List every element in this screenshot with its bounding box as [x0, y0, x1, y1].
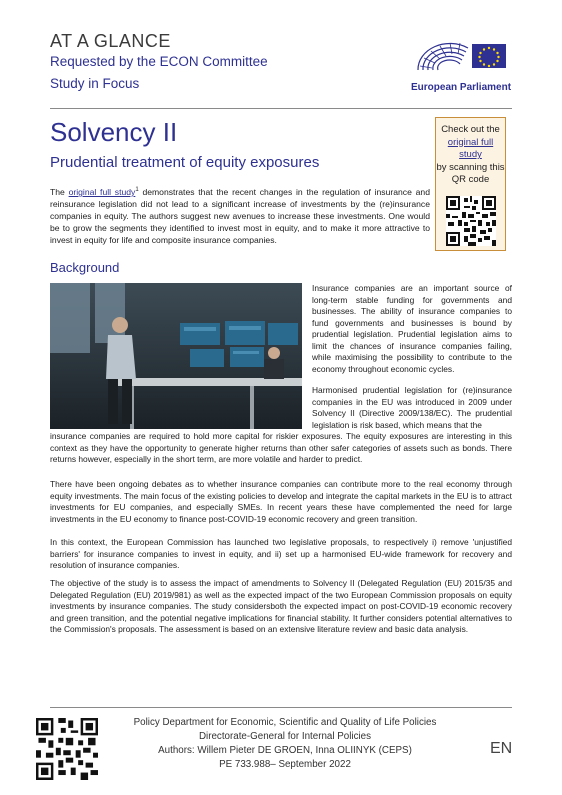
footer-department: Policy Department for Economic, Scientific and Quality of Life Policies: [133, 717, 437, 728]
footer-directorate: Directorate-General for Internal Policies: [198, 731, 372, 742]
intro-paragraph: The original full study$^1$ demonstrates that the recent changes in the regulation of insurance and reinsurance legislation did not lead to a significant increase of investments by the (re)insurance companies in equity. The authors suggest new avenues to increase these investments. One would be to grow the segments they identified to invest most in equity, and to make it more attractive to invest in equity for life and composite insurance companies.: [50, 186, 430, 245]
footnote-marker: 1: [135, 187, 139, 193]
background-paragraph-2b: insurance companies are required to hold more capital for riskier exposures. The equity exposures are interesting in this context as they have the opportunity to generate higher returns than other safer categories of assets such as bonds. There returns however, especially in the short term, are more volatile and harder to predict.: [50, 431, 512, 464]
callout-post: by scanning this QR code: [436, 161, 505, 185]
study-link[interactable]: original full study: [68, 186, 136, 197]
footer-divider: [50, 707, 512, 708]
section-heading-background: Background: [50, 260, 120, 275]
footer-authors: Authors: Willem Pieter DE GROEN, Inna OLIINYK (CEPS): [158, 745, 412, 756]
background-paragraph-2a: Harmonised prudential legislation for (re)insurance companies in the EU was introduced in 2009 under Solvency II (Directive 2009/138/EC). The prudential legislation is risk based, which means that the: [312, 385, 512, 430]
background-paragraph-5: The objective of the study is to assess the impact of amendments to Solvency II (Delegated Regulation (EU) 2015/35 and Delegated Regulation (EU) 2019/981) as well as the expected impact of the two European Commission proposals on equity investments by insurance companies. The study considersboth the expected impact on post-COVID-19 economic recovery and green transition, and the potential negative implications for financial stability. It further considers potential alternatives to the Commission's proposals. The assessment is based on an extensive literature review and basic data analysis.: [50, 578, 512, 634]
footer-reference: PE 733.988– September 2022: [219, 759, 351, 770]
european-parliament-logo: [410, 30, 510, 78]
footer-qr-code-icon[interactable]: [36, 718, 98, 780]
background-paragraph-3: There have been ongoing debates as to whether insurance companies can contribute more to the real economy through equity investments. The main focus of the existing policies to develop and integrate the capital markets in the EU is to attract investments for EU companies, and especially SMEs. In recent years these have complemented the need for large investments in the EU economy to finance post-COVID-19 economic recovery and green transition.: [50, 479, 512, 524]
background-paragraph-1: Insurance companies are an important source of long-term stable funding for governments and businesses. The ability of insurance companies to fund governments and businesses is bound by prudential legislation. Prudential legislation aims to limit the chances of insurance companies failing, while maximising the possibility to contribute to the economy throughout economic cycles.: [312, 283, 512, 374]
qr-callout-box: [435, 117, 506, 251]
callout-pre: Check out the: [441, 124, 500, 135]
organization-name: European Parliament: [411, 82, 512, 93]
header-divider: [50, 108, 512, 109]
language-code: EN: [490, 740, 513, 757]
background-paragraph-4: In this context, the European Commission has launched two legislative proposals, to respectively i) remove 'unjustified barriers' for insurance companies to invest in equity, and ii) set up a harmonised EU-wide framework for recovery and resolution of insurance companies.: [50, 537, 512, 570]
series-name: Study in Focus: [50, 76, 140, 91]
page-subtitle: Prudential treatment of equity exposures: [50, 154, 320, 171]
page-title: Solvency II: [50, 117, 178, 147]
publication-type: AT A GLANCE: [50, 31, 171, 51]
requested-by: Requested by the ECON Committee: [50, 54, 268, 69]
qr-code-icon[interactable]: [446, 196, 496, 246]
callout-study-link[interactable]: original full study: [447, 136, 494, 160]
office-photo: [50, 283, 302, 429]
